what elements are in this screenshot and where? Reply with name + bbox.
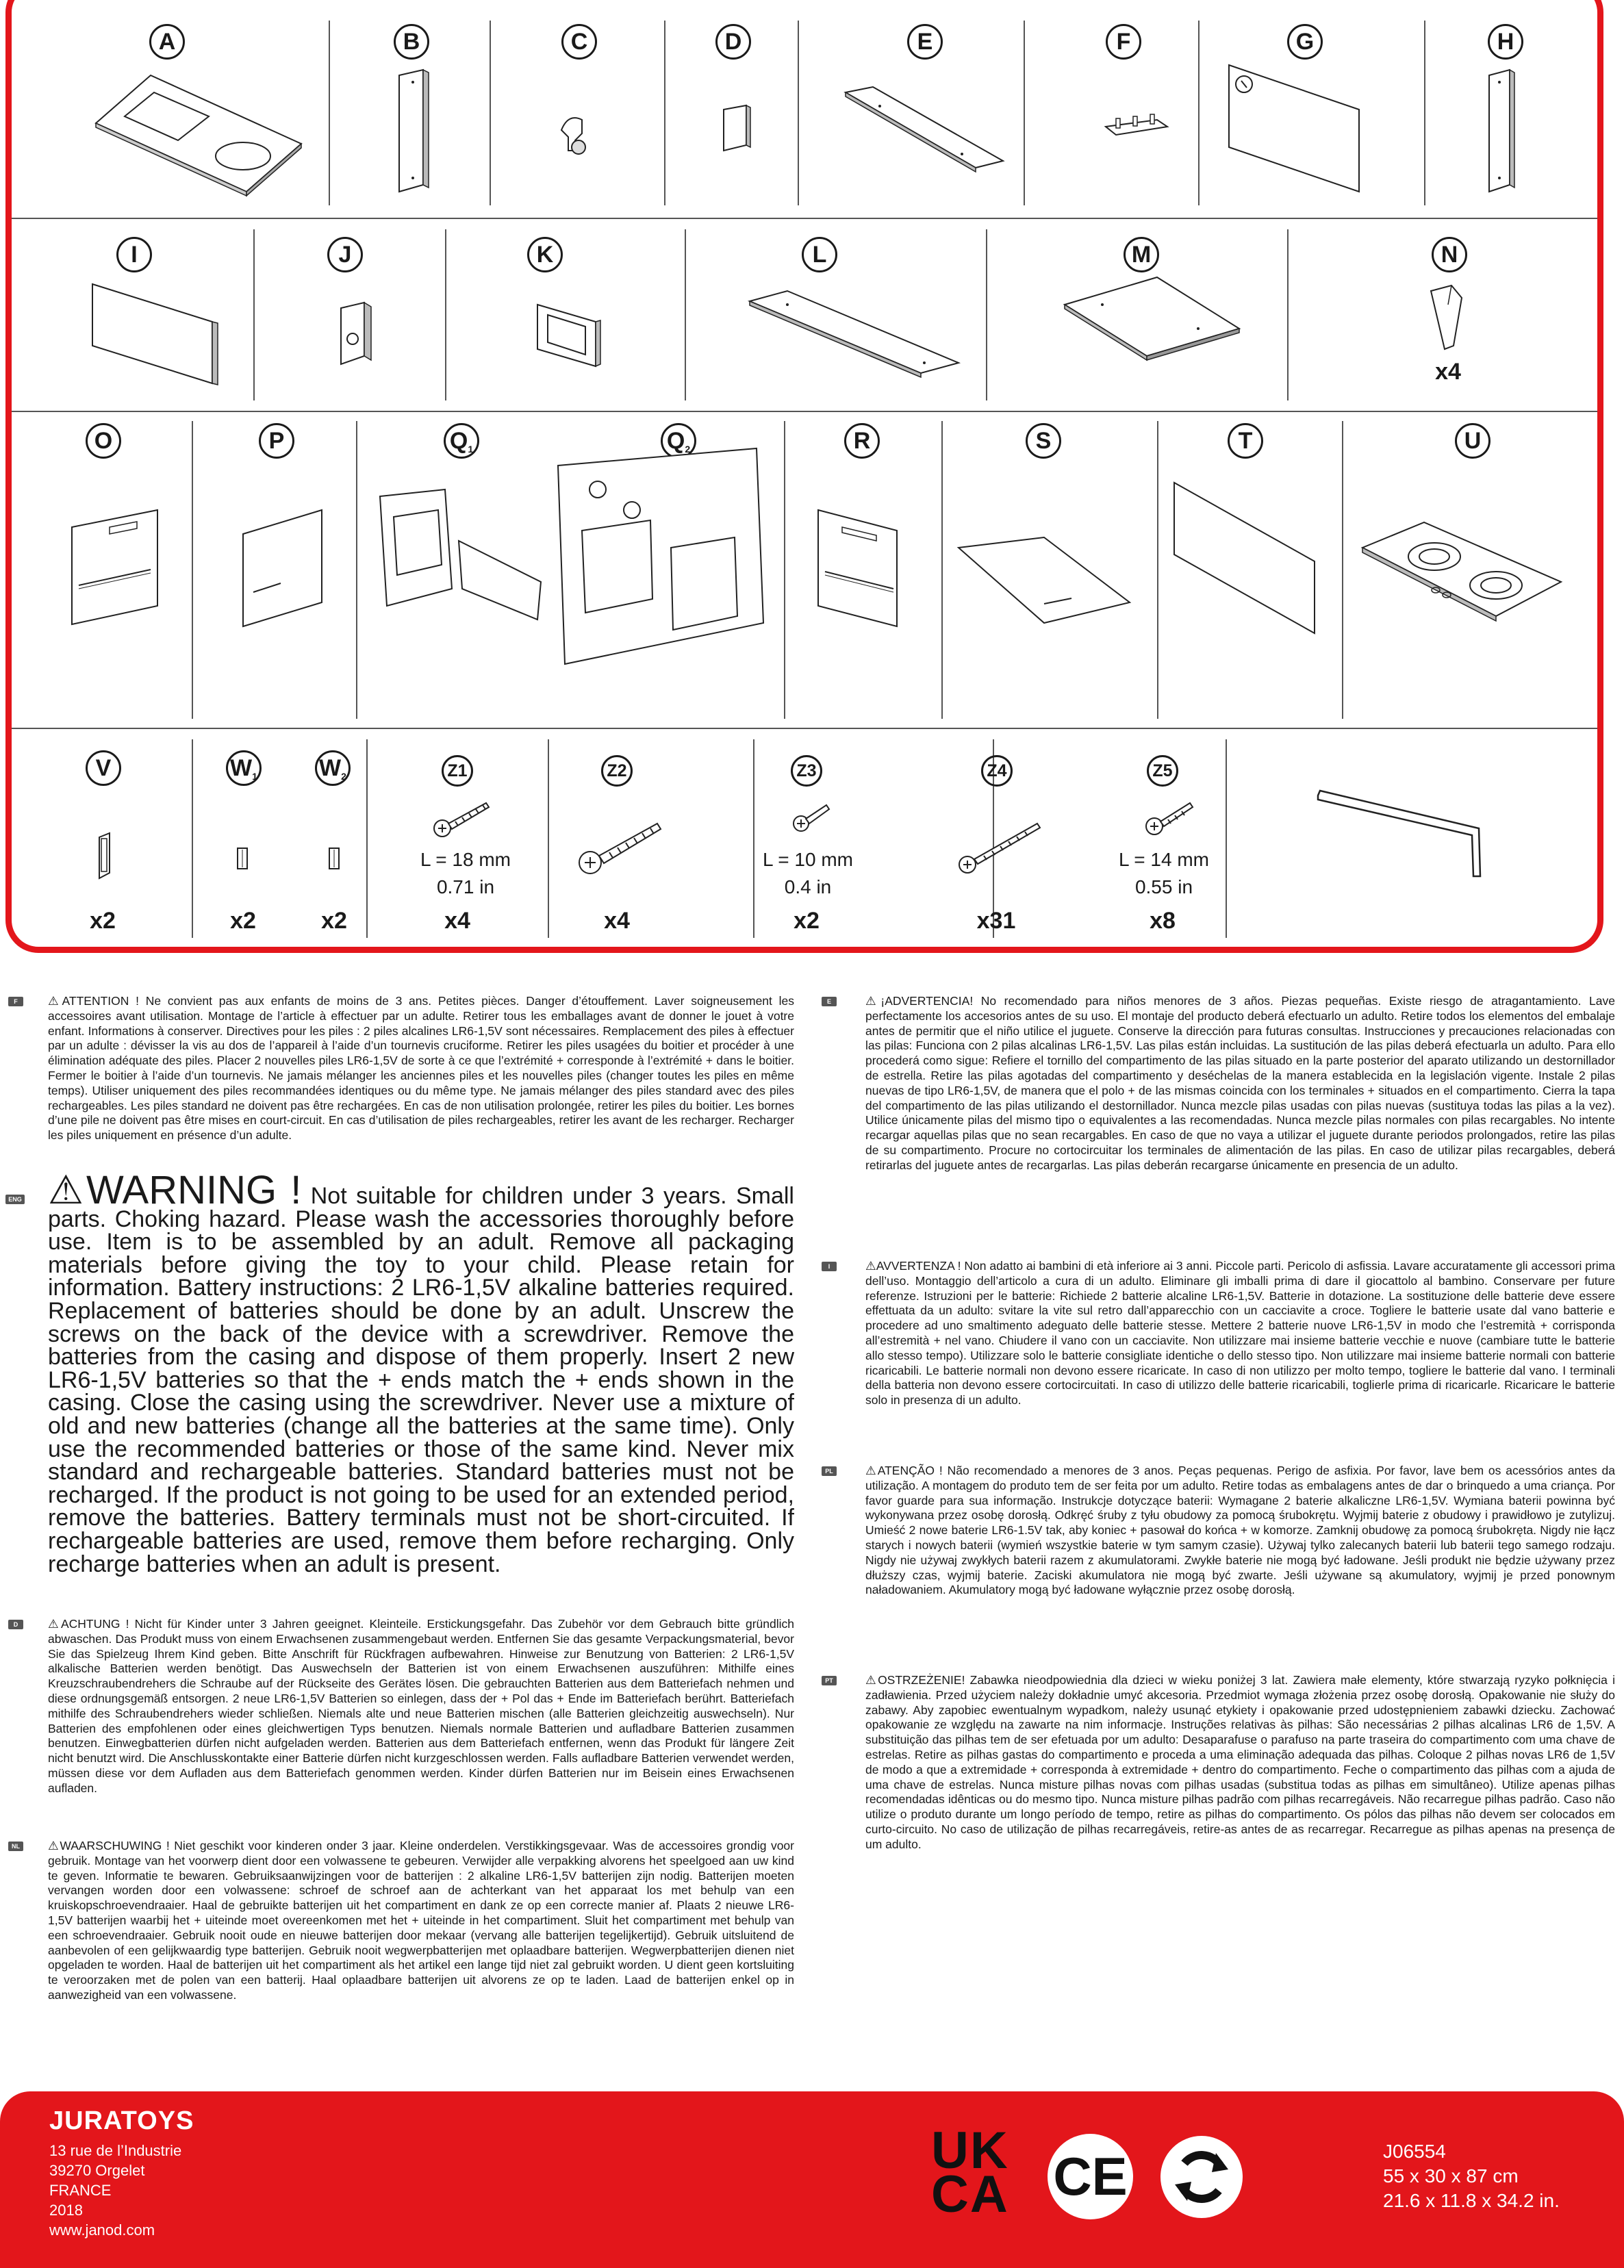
part-v-drawing xyxy=(96,832,116,880)
brand-name: JURATOYS xyxy=(49,2106,194,2135)
length-z3: L = 10 mm 0.4 in xyxy=(762,849,853,897)
col-divider xyxy=(986,229,987,400)
part-label-k: K xyxy=(527,237,563,272)
col-divider xyxy=(753,739,754,938)
screw-z4-drawing xyxy=(955,818,1044,880)
lang-tag-nl: NL xyxy=(8,1842,23,1851)
warning-text-nl: ⚠WAARSCHUWING ! Niet geschikt voor kinderen onder 3 jaar. Kleine onderdelen. Verstikkingsgevaar. Was de accessoires grondig voor gebruik. Montage van het voorwerp dient door een volwassene te gebeuren. Verwijder alle verpakking alvorens het speelgoed aan uw kind te geven. Informatie te bewaren. Gebruiksaanwijzingen voor de batterijen : 2 alkaline LR6-1,5V batterijen zijn nodig. Batterijen moeten vervangen worden door een volwassene: schroef de schroef aan de achterkant van het apparaat los met behulp van een kruiskopschroevendraaier. Haal de gebruikte batterijen uit het compartiment en dank ze op een correcte manier af. Plaats 2 nieuwe LR6-1,5V batterijen waarbij het + uiteinde moet overeenkomen met het + uiteinde in het compartiment. Sluit het compartiment met behulp van een schroevendraaier. Gebruik nooit oude en nieuwe batterijen door mekaar (vervang alle batterijen tegelijkertijd). Gebruik uitsluitend de aanbevolen of een gelijkwaardig type batterijen. Gebruik nooit wegwerpbatterijen met oplaadbare batterijen. Wegwerpbatterijen dienen niet opgeladen te worden. Haal de batterijen uit het compartiment als het artikel een lange tijd niet zal gebruikt worden. U dient geen kortsluiting te veroorzaken met de polen van een batterij. Haal oplaadbare batterijen uit alvorens ze op te laden. Laad de batterijen enkel op in aanwezigheid van een volwassene. xyxy=(48,1839,794,2002)
qty-z3: x2 xyxy=(794,908,820,934)
part-g-drawing xyxy=(1222,62,1366,199)
part-f-drawing xyxy=(1102,113,1171,147)
screw-z3-drawing xyxy=(791,800,832,834)
col-divider xyxy=(253,229,255,400)
ce-mark: CE xyxy=(1048,2134,1133,2219)
col-divider xyxy=(685,229,686,400)
col-divider xyxy=(1342,421,1343,719)
part-w2-drawing xyxy=(327,845,344,873)
qty-z1: x4 xyxy=(444,908,470,934)
part-j-drawing xyxy=(335,301,377,370)
qty-z5: x8 xyxy=(1150,908,1176,934)
part-label-h: H xyxy=(1488,24,1523,60)
warning-text-fr: ⚠ATTENTION ! Ne convient pas aux enfants de moins de 3 ans. Petites pièces. Danger d’étouffement. Laver soigneusement les accessoires avant utilisation. Montage de l’article à effectuer par un adulte. Retirer tous les emballages avant de donner le jouet à votre enfant. Informations à conserver. Directives pour les piles : 2 piles alcalines LR6-1,5V sont nécessaires. Remplacement des piles à effectuer par un adulte : dévisser la vis au dos de l’appareil à l’aide d’un tournevis cruciforme. Retirer les piles usagées du boitier et procéder à une élimination adéquate des piles. Placer 2 nouvelles piles LR6-1,5V de sorte à ce que l’extrémité + corresponde à l’extrémité + dans le boitier. Fermer le boitier à l’aide d’un tournevis. Ne jamais mélanger les anciennes piles et les nouvelles piles (changer toutes les piles en même temps). Utiliser uniquement des piles recommandées identiques ou du même type. Ne jamais mélanger des piles standard avec des piles rechargeables. Les piles standard ne doivent pas être rechargées. En cas de non utilisation prolongée, retirer les piles du boitier. Les bornes d’une pile ne doivent pas être mises en court-circuit. En cas d’utilisation de piles rechargeables, retirer les avant de les recharger. Recharger les piles uniquement en présence d’un adulte. xyxy=(48,994,794,1143)
part-label-z4: Z4 xyxy=(981,755,1013,787)
part-q2-drawing xyxy=(551,445,770,671)
part-label-j: J xyxy=(327,237,363,272)
length-z5: L = 14 mm 0.55 in xyxy=(1118,849,1209,897)
part-label-i: I xyxy=(116,237,152,272)
part-label-o: O xyxy=(86,423,121,459)
part-label-p: P xyxy=(259,423,294,459)
part-label-v: V xyxy=(86,750,121,786)
part-l-drawing xyxy=(746,288,965,383)
allen-key-icon xyxy=(1315,787,1493,883)
qty-z4: x31 xyxy=(976,908,1016,934)
warning-text-pt: ⚠OSTRZEŻENIE! Zabawka nieodpowiednia dla dzieci w wieku poniżej 3 lat. Zawiera małe elementy, które stwarzają ryzyko połknięcia i zadławienia. Przed użyciem należy dokładnie umyć akcesoria. Przedmiot wymaga złożenia przez osobę dorosłą. Opakowanie nie służy do zabawy. Aby zapobiec ewentualnym wypadkom, należy usunąć etykiety i opakowanie przed udostępnieniem zabawki dziecku. Zachować opakowanie ze względu na zawarte na nim informacje. Instruções relativas às pilhas: São necessárias 2 pilhas alcalinas LR6 de 1,5V. A substituição das pilhas tem de ser efetuada por um adulto: Desaparafuse o parafuso na parte traseira do compartimento com uma chave de estrelas. Retire as pilhas gastas do compartimento e proceda a uma eliminação adequada das pilhas. Coloque 2 pilhas novas LR6 de 1,5V de modo a que a extremidade + corresponda à extremidade + dentro do compartimento. Feche o compartimento das pilhas com a ajuda de uma chave de estrelas. Nunca misture pilhas novas com pilhas usadas (substitua todas as pilhas em simultâneo). Utilize apenas pilhas recomendadas idênticas ou do mesmo tipo. Nunca misture pilhas padrão com pilhas recarregáveis. Não recarregue pilhas padrão. Caso não utilize o produto durante um longo período de tempo, retire as pilhas do compartimento. Os pólos das pilhas não devem ser colocados em curto-circuito. No caso de utilização de pilhas recarregáveis, retire-as antes de as recarregar. Recarregue as pilhas apenas na presença de um adulto. xyxy=(865,1673,1615,1851)
part-label-z2: Z2 xyxy=(601,755,633,787)
warning-text-es: ⚠¡ADVERTENCIA! No recomendado para niños menores de 3 años. Piezas pequeñas. Existe riesgo de atragantamiento. Lave perfectamente los accesorios antes de su uso. El montaje del producto deberá efectuarlo un adulto. Retire todos los elementos del embalaje antes de permitir que el niño utilice el juguete. Conserve la dirección para futuras consultas. Instrucciones y precauciones relacionadas con las pilas: Funciona con 2 pilas alcalinas LR6-1,5V. Las pilas están incluidas. La sustitución de las pilas deberá efectuarla un adulto. Para ello procederá como sigue: Refiere el tornillo del compartimento de las pilas situado en la parte posterior del aparato utilizando un destornillador de estrella. Retire las pilas agotadas del compartimento y deséchelas de la manera establecida en la legislación vigente. Instale 2 pilas nuevas de tipo LR6-1,5V, de manera que el polo + de las mismas coincida con los terminales + situados en el compartimento. Cierra la tapa del compartimento de las pilas utilizando el destornillador. Nunca mezcle pilas usadas con pilas nuevas (sustituya todas las pilas a la vez). Utilice únicamente pilas del mismo tipo o equivalentes a las recomendadas. Nunca mezcle pilas normales con pilas recargables. No intente recargar aquellas pilas que no sean recargables. En caso de que no vaya a utilizar el juguete durante periodos prolongados, retire las pilas de su compartimento. Procure no cortocircuitar los terminales de alimentación de las pilas. En caso de utilizar pilas recargables, deberá retirarlas del juguete antes de recargarlas. Las pilas deberán recargarse únicamente en presencia de un adulto. xyxy=(865,994,1615,1172)
part-t-drawing xyxy=(1171,479,1328,637)
lang-tag-d: D xyxy=(8,1620,23,1629)
col-divider xyxy=(192,421,193,719)
col-divider xyxy=(1226,739,1227,938)
part-i-drawing xyxy=(89,281,226,390)
warning-text-it: ⚠AVVERTENZA ! Non adatto ai bambini di età inferiore ai 3 anni. Piccole parti. Pericolo di asfissia. Lavare accuratamente gli accessori prima dell’uso. Montaggio dell’articolo a cura di un adulto. Eliminare gli imballi prima di dare il giocattolo al bambino. Conservare per future referenze. Istruzioni per le batterie: Richiede 2 batterie alcaline LR6-1,5V. Batterie in dotazione. La sostituzione delle batterie deve essere effettuata da un adulto: svitare la vite sul retro dall’apparecchio con un cacciavite a croce. Togliere le batterie usate dal vano batterie e procedere ad uno smaltimento adeguato delle batterie stesse. Mettere 2 batterie nuove LR6-1,5V in modo che l’estremità + corrisponda all’estremità + nel vano. Chiudere il vano con un cacciavite. Non utilizzare mai insieme batterie vecchie e nuove (cambiare tutte le batterie allo stesso tempo). Utilizzare solo le batterie consigliate identiche o dello stesso tipo. Non utilizzare mai insieme batterie normali con batterie ricaricabili. Le batterie normali non devono essere ricaricate. In caso di non utilizzo per molto tempo, togliere le batterie dal vano. I terminali della batteria non devono essere cortocircuitati. In caso di utilizzo delle batterie ricaricabili, toglierle prima di ricaricarle. Ricaricare le batterie solo in presenza di un adulto. xyxy=(865,1259,1615,1407)
col-divider xyxy=(192,739,193,938)
part-label-z1: Z1 xyxy=(442,755,473,787)
col-divider xyxy=(490,21,491,205)
screw-z2-drawing xyxy=(575,818,664,880)
part-w1-drawing xyxy=(235,845,253,873)
screw-z1-drawing xyxy=(431,798,493,839)
footer xyxy=(0,2091,1624,2268)
col-divider xyxy=(366,739,368,938)
col-divider xyxy=(798,21,799,205)
col-divider xyxy=(664,21,665,205)
col-divider xyxy=(1198,21,1200,205)
col-divider xyxy=(356,421,357,719)
part-c-drawing xyxy=(548,110,602,164)
col-divider xyxy=(1157,421,1158,719)
part-u-drawing xyxy=(1359,517,1564,626)
lang-tag-eng: ENG xyxy=(5,1195,25,1204)
part-label-w1: $W_1$ xyxy=(226,750,262,786)
part-q1-drawing xyxy=(377,486,548,623)
part-label-m: M xyxy=(1124,237,1159,272)
part-label-e: E xyxy=(907,24,943,60)
qty-w2: x2 xyxy=(321,908,347,934)
part-o-drawing xyxy=(68,507,171,630)
part-label-a: A xyxy=(149,24,185,60)
part-n-drawing xyxy=(1428,284,1469,353)
col-divider xyxy=(329,21,330,205)
lang-tag-pl: PL xyxy=(822,1466,837,1476)
company-address: 13 rue de l’Industrie 39270 Orgelet FRANCE 2018 www.janod.com xyxy=(49,2142,182,2239)
part-label-w2: $W_2$ xyxy=(315,750,351,786)
qty-n: x4 xyxy=(1435,359,1461,385)
part-label-q2: $Q_2$ xyxy=(661,423,696,459)
part-label-g: G xyxy=(1287,24,1323,60)
lang-tag-f: F xyxy=(8,997,23,1006)
part-label-z5: Z5 xyxy=(1147,755,1178,787)
lang-tag-pt: PT xyxy=(822,1676,837,1685)
part-label-l: L xyxy=(802,237,837,272)
part-label-r: R xyxy=(844,423,880,459)
col-divider xyxy=(1287,229,1289,400)
row-divider xyxy=(12,218,1597,219)
part-label-t: T xyxy=(1228,423,1263,459)
warning-text-de: ⚠ACHTUNG ! Nicht für Kinder unter 3 Jahren geeignet. Kleinteile. Erstickungsgefahr. Das Zubehör vor dem Gebrauch bitte gründlich abwaschen. Das Produkt muss von einem Erwachsenen zusammengebaut werden. Entfernen Sie das gesamte Verpackungsmaterial, bevor Sie das Spielzeug Ihrem Kind geben. Bitte Anschrift für Rückfragen aufbewahren. Hinweise zur Benutzung von Batterien: 2 LR6-1,5V alkalische Batterien werden benötigt. Das Auswechseln der Batterien ist von einem Erwachsenen auszuführen: Mithilfe eines Kreuzschraubendrehers die Schraube auf der Rückseite des Gerätes lösen. Die gebrauchten Batterien aus dem Batteriefach nehmen und diese ordnungsgemäß entsorgen. 2 neue LR6-1,5V Batterien so einlegen, dass der + Pol das + Ende im Batteriefach berührt. Batteriefach mithilfe des Schraubendrehers wieder schließen. Niemals alte und neue Batterien mischen (alle Batterien gleichzeitig auswechseln). Nur Batterien des empfohlenen oder eines gleichwertigen Typs benutzen. Niemals normale Batterien und aufladbare Batterien zusammen benutzen. Einwegbatterien dürfen nicht aufgeladen werden. Batterien aus dem Batteriefach entfernen, wenn das Produkt für längere Zeit nicht benutzt wird. Die Anschlusskontakte einer Batterie dürfen nicht kurzgeschlossen werden. Falls aufladbare Batterien verwendet werden, müssen diese vor dem Aufladen aus dem Batteriefach genommen werden. Kinder dürfen Batterien nur im Beisein eines Erwachsenen aufladen. xyxy=(48,1617,794,1795)
green-dot-recycling-icon xyxy=(1157,2132,1246,2221)
part-label-q1: $Q_1$ xyxy=(444,423,479,459)
warning-text-en: ⚠WARNING ! Not suitable for children under 3 years. Small parts. Choking hazard. Please wash the accessories thoroughly before use. Item is to be assembled by an adult. Remove all packaging materials before giving the toy to your child. Please retain for information. Battery instructions: 2 LR6-1,5V alkaline batteries required. Replacement of batteries should be done by an adult. Unscrew the screws on the back of the device with a screwdriver. Remove the batteries from the casing and dispose of them properly. Insert 2 new LR6-1,5V batteries so that the + ends match the + ends shown in the casing. Close the casing using the screwdriver. Never use a mixture of old and new batteries (change all the batteries at the same time). Only use the recommended batteries or those of the same kind. Never mix standard and rechargeable batteries. Standard batteries must not be recharged. If the product is not going to be used for an extended period, remove the batteries. Battery terminals must not be short-circuited. If rechargeable batteries are used, remove them before recharging. Only recharge batteries when an adult is present. xyxy=(48,1168,794,1577)
col-divider xyxy=(941,421,943,719)
part-d-drawing xyxy=(720,103,754,154)
part-b-drawing xyxy=(396,68,437,199)
website-link[interactable]: www.janod.com xyxy=(49,2221,155,2239)
row-divider xyxy=(12,728,1597,729)
col-divider xyxy=(1424,21,1425,205)
qty-w1: x2 xyxy=(230,908,256,934)
length-z1: L = 18 mm 0.71 in xyxy=(420,849,511,897)
lang-tag-e: E xyxy=(822,997,837,1006)
part-k-drawing xyxy=(531,301,606,370)
part-label-d: D xyxy=(715,24,751,60)
part-a-drawing xyxy=(89,68,308,199)
col-divider xyxy=(445,229,446,400)
part-r-drawing xyxy=(815,507,917,630)
ukca-mark: UK CA xyxy=(931,2122,1009,2224)
qty-z2: x4 xyxy=(604,908,630,934)
part-s-drawing xyxy=(955,534,1133,630)
row-divider xyxy=(12,411,1597,412)
part-label-c: C xyxy=(561,24,597,60)
part-h-drawing xyxy=(1486,68,1520,199)
warning-text-pl: ⚠ATENÇÃO ! Não recomendado a menores de 3 anos. Peças pequenas. Perigo de asfixia. Por favor, lave bem os acessórios antes da utilização. A montagem do produto tem de ser feita por um adulto. Retire todas as embalagens antes de dar o brinquedo a uma criança. Por favor guarde para sua informação. Instrukcje dotyczące baterii: Wymagane 2 baterie alkaliczne LR6-1,5V. Wymiana baterii powinna być wykonywana przez osobę dorosłą. Odkręć śruby z tyłu obudowy za pomocą śrubokrętu. Wyjmij baterie z obudowy i prawidłowo je zutylizuj. Umieść 2 nowe baterie LR6-1.5V tak, aby koniec + pasował do końca + w komorze. Zamknij obudowę za pomocą śrubokręta. Nigdy nie łącz starych i nowych baterii (wymień wszystkie baterie w tym samym czasie). Używaj tylko zalecanych baterii lub baterii tego samego rodzaju. Nigdy nie używaj zwykłych baterii razem z akumulatorami. Zwykłe baterie nie mogą być ładowane. Jeśli produkt nie będzie używany przez dłuższy czas, wyjmij baterie. Zaciski akumulatora nie mogą być zwarte. Jeśli używane są akumulatory, wyjmij je przed ponownym naładowaniem. Akumulatory mogą być ładowane wyłącznie przez osobę dorosłą. xyxy=(865,1464,1615,1597)
part-label-s: S xyxy=(1026,423,1061,459)
part-m-drawing xyxy=(1061,274,1246,370)
lang-tag-i: I xyxy=(822,1262,837,1271)
col-divider xyxy=(548,739,549,938)
qty-v: x2 xyxy=(90,908,116,934)
part-p-drawing xyxy=(240,507,342,630)
product-reference: J06554 55 x 30 x 87 cm 21.6 x 11.8 x 34.2 in. xyxy=(1383,2141,1560,2211)
col-divider xyxy=(1024,21,1025,205)
part-label-b: B xyxy=(394,24,429,60)
part-label-u: U xyxy=(1455,423,1490,459)
part-e-drawing xyxy=(839,86,1010,181)
part-label-n: N xyxy=(1432,237,1467,272)
part-label-z3: Z3 xyxy=(791,755,822,787)
col-divider xyxy=(784,421,785,719)
part-label-f: F xyxy=(1106,24,1141,60)
screw-z5-drawing xyxy=(1143,798,1198,839)
